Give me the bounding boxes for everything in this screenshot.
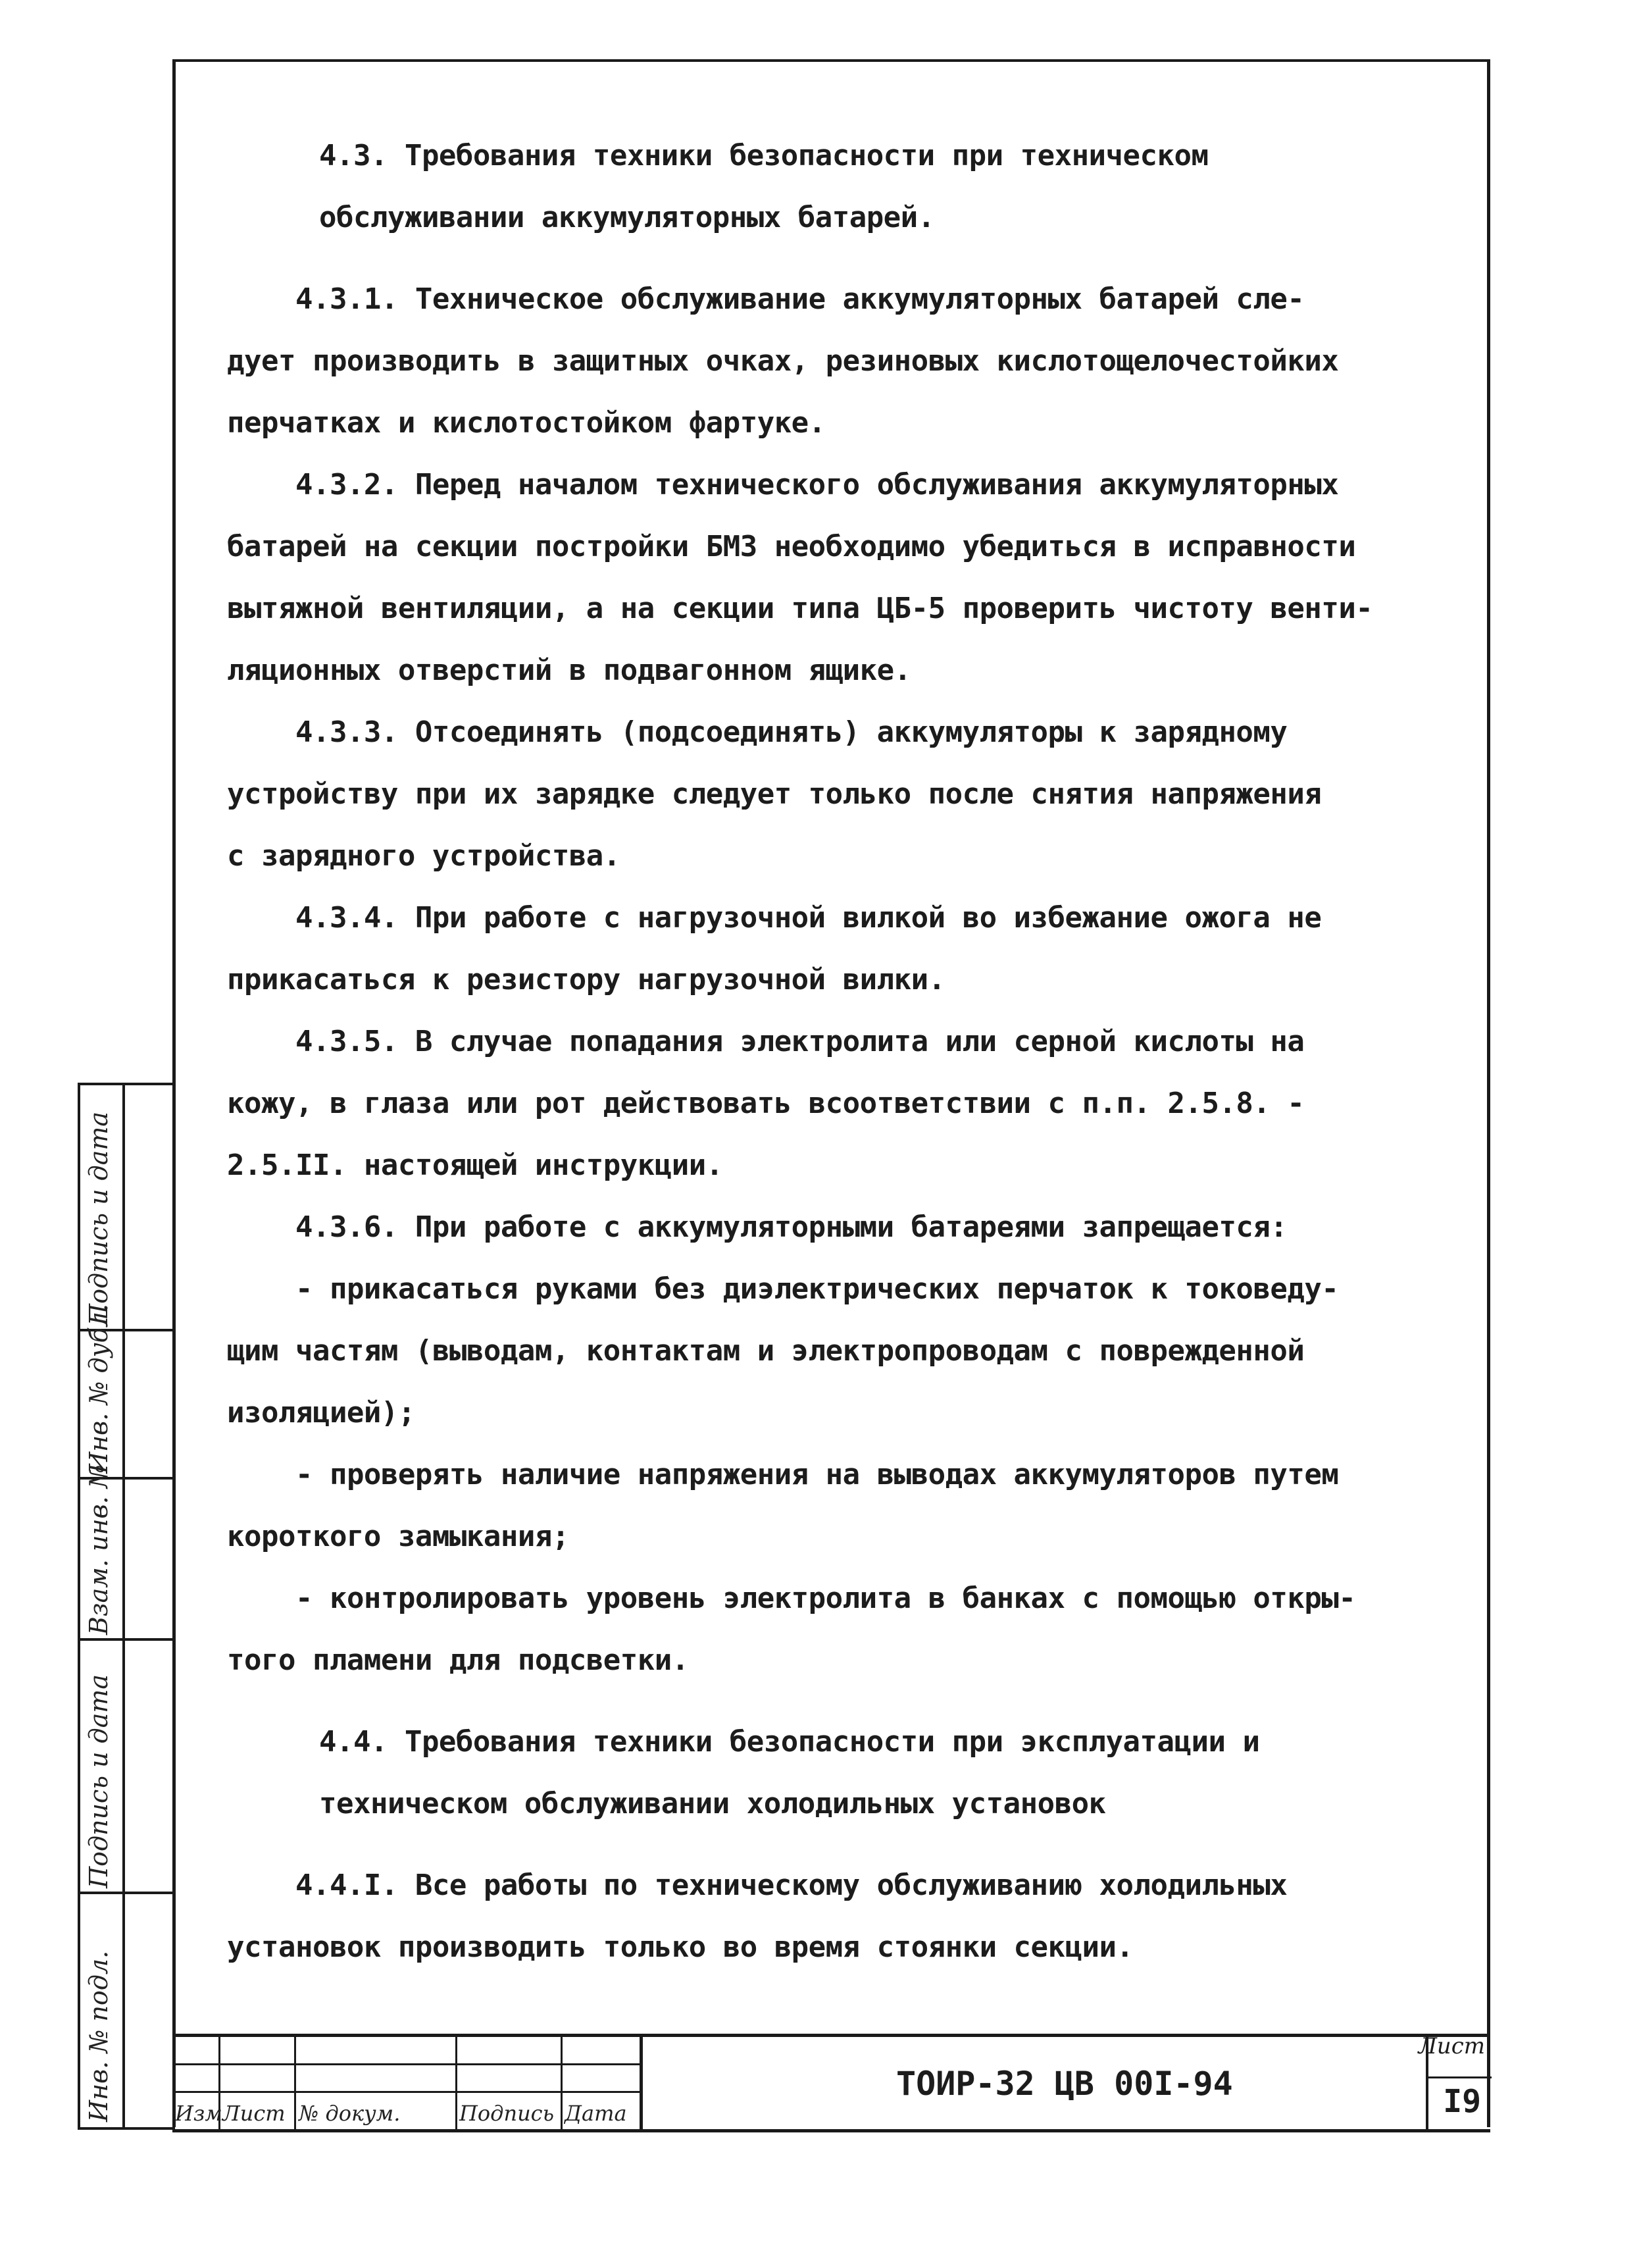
document-number: ТОИР-32 ЦВ 00I-94 [896,2065,1233,2103]
text-line: перчатках и кислотостойком фартуке. [227,406,826,440]
sheet-label: Лист [1418,2033,1485,2059]
text-line: 4.4. Требования техники безопасности при эксплуатации и [319,1725,1260,1759]
text-line: 4.3.4. При работе с нагрузочной вилкой во избежание ожога не [227,901,1322,935]
stamp-label-inv-orig: Инв. № подл. [84,1950,113,2122]
stamp-label-replaces-inv: Взам. инв. № [84,1464,113,1635]
text-line: 2.5.II. настоящей инструкции. [227,1148,723,1182]
section-heading-4-3 [319,125,1464,249]
text-line: 4.3.2. Перед началом технического обслуживания аккумуляторных [227,468,1339,502]
text-line: щим частям (выводам, контактам и электропроводам с поврежденной [227,1334,1305,1368]
title-block [172,2034,1490,2132]
text-line: обслуживании аккумуляторных батарей. [319,201,935,234]
text-line: кожу, в глаза или рот действовать всоответствии с п.п. 2.5.8. - [227,1087,1305,1120]
text-line: короткого замыкания; [227,1520,569,1553]
col-label-sheet: Лист [222,2101,286,2126]
text-line: техническом обслуживании холодильных установок [319,1787,1106,1820]
text-line: прикасаться к резистору нагрузочной вилки. [227,963,945,996]
stamp-label-signature-date-2: Подпись и дата [84,1111,113,1326]
text-line: 4.4.I. Все работы по техническому обслуживанию холодильных [227,1869,1288,1902]
text-line: дует производить в защитных очках, резиновых кислотощелочестойких [227,344,1339,378]
stamp-label-inv-dup: Инв. № дубл. [84,1303,113,1474]
text-line: ляционных отверстий в подвагонном ящике. [227,654,911,687]
text-line: с зарядного устройства. [227,839,620,873]
sheet-number: I9 [1443,2083,1481,2120]
text-line: 4.3.1. Техническое обслуживание аккумуляторных батарей сле- [227,282,1305,316]
col-label-change: Изм [175,2101,222,2126]
stamp-label-signature-date: Подпись и дата [84,1674,113,1888]
text-line: 4.3.3. Отсоединять (подсоединять) аккумуляторы к зарядному [227,715,1288,749]
text-line: устройству при их зарядке следует только после снятия напряжения [227,777,1322,811]
text-line: изоляцией); [227,1396,415,1430]
archive-stamp-column [78,1083,175,2130]
paragraph-4-3-6 [227,1197,1464,1691]
text-line: батарей на секции постройки БМЗ необходимо убедиться в исправности [227,530,1356,563]
paragraph-4-3-4 [227,887,1464,1011]
text-line: установок производить только во время стоянки секции. [227,1930,1134,1964]
document-body [227,125,1464,1978]
col-label-date: Дата [565,2101,627,2126]
paragraph-4-3-2 [227,454,1464,702]
text-line: - проверять наличие напряжения на выводах аккумуляторов путем [227,1458,1339,1491]
col-label-signature: Подпись [459,2101,555,2126]
text-line: - прикасаться руками без диэлектрических перчаток к токоведу- [227,1272,1339,1306]
paragraph-4-4-1 [227,1855,1464,1978]
text-line: - контролировать уровень электролита в банках с помощью откры- [227,1582,1356,1615]
paragraph-4-3-1 [227,269,1464,454]
text-line: 4.3.6. При работе с аккумуляторными батареями запрещается: [227,1210,1288,1244]
text-line: 4.3.5. В случае попадания электролита или серной кислоты на [227,1025,1305,1058]
paragraph-4-3-5 [227,1011,1464,1197]
text-line: вытяжной вентиляции, а на секции типа ЦБ-5 проверить чистоту венти- [227,592,1373,625]
section-heading-4-4 [319,1711,1464,1835]
text-line: 4.3. Требования техники безопасности при техническом [319,139,1209,172]
paragraph-4-3-3 [227,702,1464,887]
col-label-doc-number: № докум. [299,2101,401,2126]
text-line: того пламени для подсветки. [227,1643,689,1677]
